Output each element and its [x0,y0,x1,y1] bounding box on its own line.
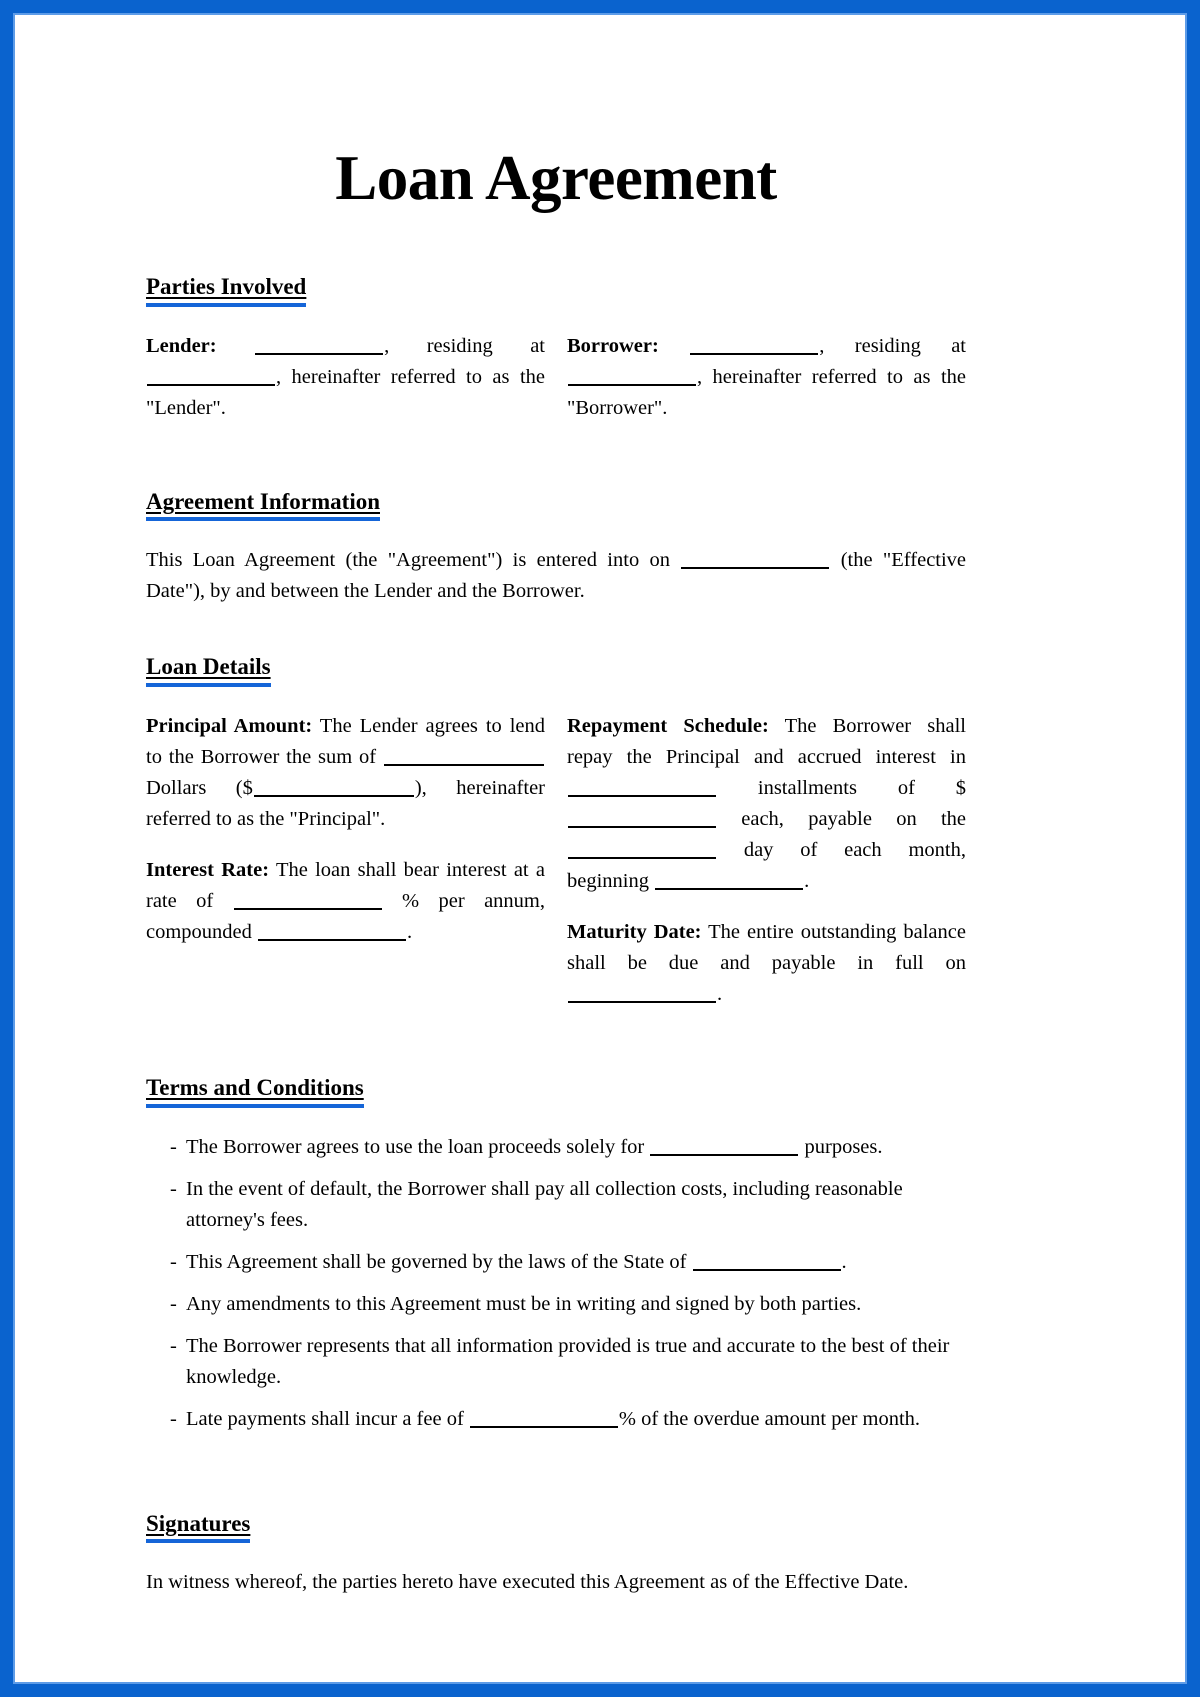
loan-details-heading-wrap [146,653,966,687]
compounding-blank[interactable] [258,918,406,941]
term-text-pre: This Agreement shall be governed by the laws of the State of [186,1250,687,1273]
term-text-pre: The Borrower represents that all information provided is true and accurate to the best of their knowledge. [186,1334,950,1388]
term-text-post: . [841,1250,847,1273]
section-heading-agreement-information: Agreement Information [146,488,380,522]
effective-date-blank[interactable] [681,547,829,570]
spacer-after-agreement [146,607,966,653]
borrower-text-2: , hereinafter referred to as [697,365,931,388]
bullet-dash-icon: - [170,1334,177,1357]
lender-paragraph [146,331,545,424]
loan-details-columns [146,711,966,1010]
section-heading-signatures: Signatures [146,1510,250,1544]
maturity-date-paragraph [567,917,966,1010]
principal-figures-blank[interactable] [254,774,414,797]
term-text-pre: Late payments shall incur a fee of [186,1407,464,1430]
interest-text-2: % per annum, compounded [146,889,545,943]
spacer-after-loan-details [146,1010,966,1074]
interest-text-1: The loan shall bear interest at a rate of [146,858,546,912]
repayment-schedule-paragraph [567,711,966,897]
terms-heading-wrap [146,1074,966,1108]
repayment-text-5: . [804,869,810,892]
installments-count-blank[interactable] [568,774,716,797]
spacer-principal-interest [146,835,545,855]
interest-rate-label: Interest Rate: [146,858,270,881]
interest-text-3: . [407,920,413,943]
lender-text-3: the "Lender". [146,365,545,419]
principal-amount-paragraph [146,711,545,835]
bullet-dash-icon: - [170,1250,177,1273]
term-text-pre: The Borrower agrees to use the loan proceeds solely for [186,1135,645,1158]
interest-rate-blank[interactable] [234,887,382,910]
section-heading-loan-details: Loan Details [146,653,271,687]
repayment-text-3: each, payable on the [741,807,966,830]
governing-state-blank[interactable] [693,1248,841,1271]
first-payment-date-blank[interactable] [655,867,803,890]
borrower-paragraph [567,331,966,424]
lender-text-2: , hereinafter referred to as [276,365,510,388]
section-heading-parties: Parties Involved [146,273,306,307]
spacer-after-terms [146,1446,966,1510]
signatures-heading-wrap [146,1510,966,1544]
list-item [170,1289,966,1320]
repayment-text-2: installments of $ [757,776,967,799]
payment-day-blank[interactable] [568,836,716,859]
page-title: Loan Agreement [335,143,777,213]
bullet-dash-icon: - [170,1407,177,1430]
maturity-text-2: . [717,982,723,1005]
list-item [170,1132,966,1163]
borrower-address-blank[interactable] [568,363,696,386]
term-text-post: % of the overdue amount per month. [618,1407,921,1430]
agreement-heading-wrap [146,488,966,522]
section-heading-terms-and-conditions: Terms and Conditions [146,1074,364,1108]
borrower-text-3: the "Borrower". [567,365,966,419]
maturity-text-1: The entire outstanding balance shall be due and payable in full on [567,920,966,974]
bullet-dash-icon: - [170,1135,177,1158]
borrower-text-1: , residing at [819,334,967,357]
paper-sheet [15,15,1185,1697]
lender-label: Lender: [146,334,217,357]
loan-purpose-blank[interactable] [650,1133,798,1156]
lender-text-1: , residing at [384,334,546,357]
borrower-column [567,331,966,424]
spacer-repayment-maturity [567,897,966,917]
list-item [170,1174,966,1236]
signatures-paragraph: In witness whereof, the parties hereto have executed this Agreement as of the Effective Date. [146,1571,909,1594]
borrower-name-blank[interactable] [690,332,818,355]
principal-text-2: Dollars ($ [146,776,253,799]
repayment-schedule-label: Repayment Schedule: [567,714,769,737]
borrower-label: Borrower: [567,334,659,357]
term-text-pre: Any amendments to this Agreement must be in writing and signed by both parties. [186,1292,862,1315]
lender-name-blank[interactable] [255,332,383,355]
list-item [170,1331,966,1393]
document-content [146,145,966,1598]
principal-amount-label: Principal Amount: [146,714,313,737]
loan-details-right-column [567,711,966,1010]
agreement-info-paragraph [146,545,966,607]
terms-list [146,1132,966,1435]
interest-rate-paragraph [146,855,545,948]
term-text-pre: In the event of default, the Borrower shall pay all collection costs, including reasonable attorney's fees. [186,1177,903,1231]
parties-heading-wrap [146,273,966,307]
loan-details-left-column [146,711,545,948]
lender-address-blank[interactable] [147,363,275,386]
lender-column [146,331,545,424]
repayment-text-1: The Borrower shall repay the Principal and accrued interest in [567,714,966,768]
list-item [170,1247,966,1278]
parties-columns [146,331,966,424]
agreement-text-2: (the "Effective Date"), by and between the Lender and the Borrower. [146,549,967,603]
maturity-date-label: Maturity Date: [567,920,702,943]
spacer-after-parties [146,424,966,488]
bullet-dash-icon: - [170,1177,177,1200]
maturity-date-blank[interactable] [568,980,716,1003]
late-fee-blank[interactable] [470,1405,618,1428]
installment-amount-blank[interactable] [568,805,716,828]
list-item [170,1404,966,1435]
principal-text-3: ), hereinafter referred to as the "Principal". [146,776,545,830]
principal-text-1: The Lender agrees to lend to the Borrower the sum of [146,714,545,768]
term-text-post: purposes. [804,1135,883,1158]
agreement-text-1: This Loan Agreement (the "Agreement") is entered into on [146,549,671,572]
repayment-text-4: day of each month, beginning [567,838,966,892]
principal-words-blank[interactable] [384,743,544,766]
bullet-dash-icon: - [170,1292,177,1315]
